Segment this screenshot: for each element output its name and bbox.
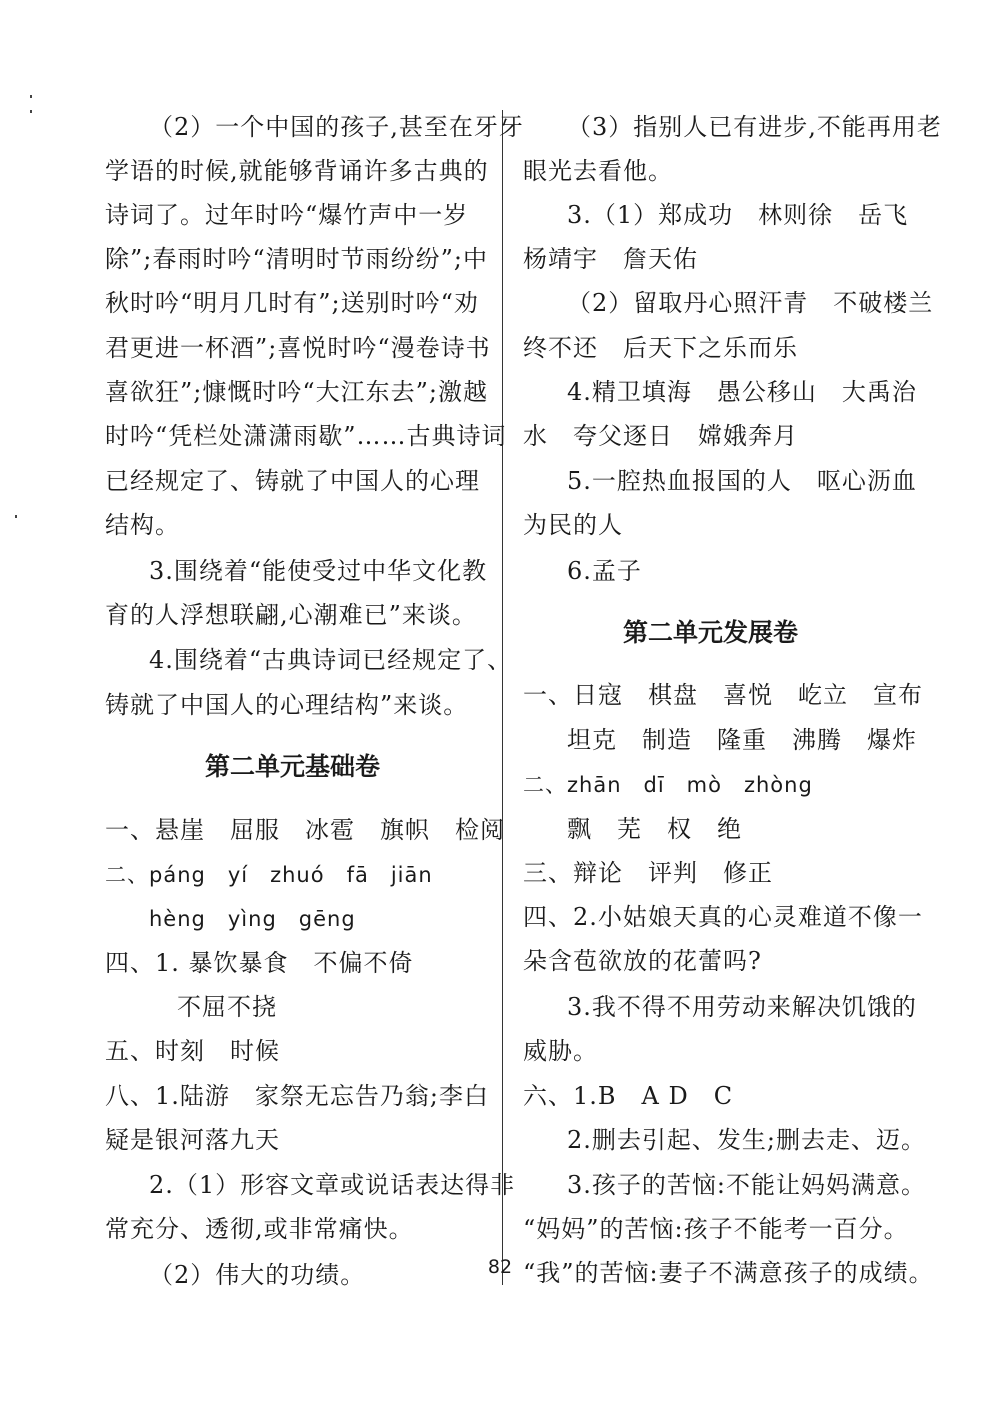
text-line: （3）指别人已有进步,不能再用老 [567,113,942,141]
text-line: 眼光去看他。 [523,157,673,185]
text-line: 秋时吟“明月几时有”;送别时吟“劝 [105,289,479,317]
answer-line: “我”的苦恼:妻子不满意孩子的成绩。 [523,1259,934,1287]
text-line: 时吟“凭栏处潇潇雨歇”……古典诗词 [105,422,507,450]
answer-line: 三、辩论 评判 修正 [523,859,773,887]
answer-line: “妈妈”的苦恼:孩子不能考一百分。 [523,1215,909,1243]
text-line: 4.精卫填海 愚公移山 大禹治 [567,378,917,406]
text-line: 诗词了。过年时吟“爆竹声中一岁 [105,201,469,229]
answer-line: 2.（1）形容文章或说话表达得非 [149,1171,516,1199]
column-divider [502,110,503,1285]
text-line: 3.（1）郑成功 林则徐 岳飞 [567,201,909,229]
text-line: 君更进一杯酒”;喜悦时吟“漫卷诗书 [105,334,491,362]
text-line: 终不还 后天下之乐而乐 [523,334,798,362]
answer-line: 五、时刻 时候 [105,1037,280,1065]
answer-line: 不屈不挠 [177,993,277,1021]
answer-line: （2）伟大的功绩。 [149,1261,366,1289]
text-line: 6.孟子 [567,557,642,585]
text-line: 3.围绕着“能使受过中华文化教 [149,557,488,585]
text-line: 水 夸父逐日 嫦娥奔月 [523,422,798,450]
answer-line: 六、1.B A D C [523,1082,734,1110]
text-line: 喜欲狂”;慷慨时吟“大江东去”;激越 [105,378,488,406]
answer-line: 飘 芜 权 绝 [567,815,742,843]
answer-line: hèng yìng gēng [149,907,356,931]
answer-line: 3.我不得不用劳动来解决饥饿的 [567,993,917,1021]
text-line: 已经规定了、铸就了中国人的心理 [105,467,480,495]
answer-line: 朵含苞欲放的花蕾吗? [523,947,762,975]
answer-line: 二、páng yí zhuó fā jiān [105,863,433,887]
scan-speck [30,95,32,98]
text-line: （2）留取丹心照汗青 不破楼兰 [567,289,934,317]
section-title: 第二单元基础卷 [204,752,380,781]
text-line: 除”;春雨时吟“清明时节雨纷纷”;中 [105,245,488,273]
text-line: 4.围绕着“古典诗词已经规定了、 [149,646,513,674]
text-line: 杨靖宇 詹天佑 [523,245,698,273]
text-line: 5.一腔热血报国的人 呕心沥血 [567,467,917,495]
answer-line: 四、1. 暴饮暴食 不偏不倚 [105,949,414,977]
text-line: 育的人浮想联翩,心潮难已”来谈。 [105,601,477,629]
scan-speck [30,110,32,113]
scan-speck [15,515,17,518]
answer-line: 3.孩子的苦恼:不能让妈妈满意。 [567,1171,926,1199]
text-line: （2）一个中国的孩子,甚至在牙牙 [149,113,524,141]
answer-line: 疑是银河落九天 [105,1126,280,1154]
text-line: 为民的人 [523,511,623,539]
answer-line: 威胁。 [523,1037,598,1065]
text-line: 学语的时候,就能够背诵许多古典的 [105,157,489,185]
text-line: 结构。 [105,511,180,539]
answer-line: 2.删去引起、发生;删去走、迈。 [567,1126,926,1154]
answer-line: 一、悬崖 屈服 冰雹 旗帜 检阅 [105,816,505,844]
answer-line: 四、2.小姑娘天真的心灵难道不像一 [523,903,923,931]
answer-line: 一、日寇 棋盘 喜悦 屹立 宣布 [523,681,923,709]
answer-line: 坦克 制造 隆重 沸腾 爆炸 [567,726,917,754]
answer-line: 八、1.陆游 家祭无忘告乃翁;李白 [105,1082,489,1110]
page-number: 82 [487,1256,513,1278]
section-title: 第二单元发展卷 [622,618,798,647]
answer-line: 常充分、透彻,或非常痛快。 [105,1215,414,1243]
answer-line: 二、zhān dī mò zhòng [523,773,813,797]
text-line: 铸就了中国人的心理结构”来谈。 [105,691,469,719]
